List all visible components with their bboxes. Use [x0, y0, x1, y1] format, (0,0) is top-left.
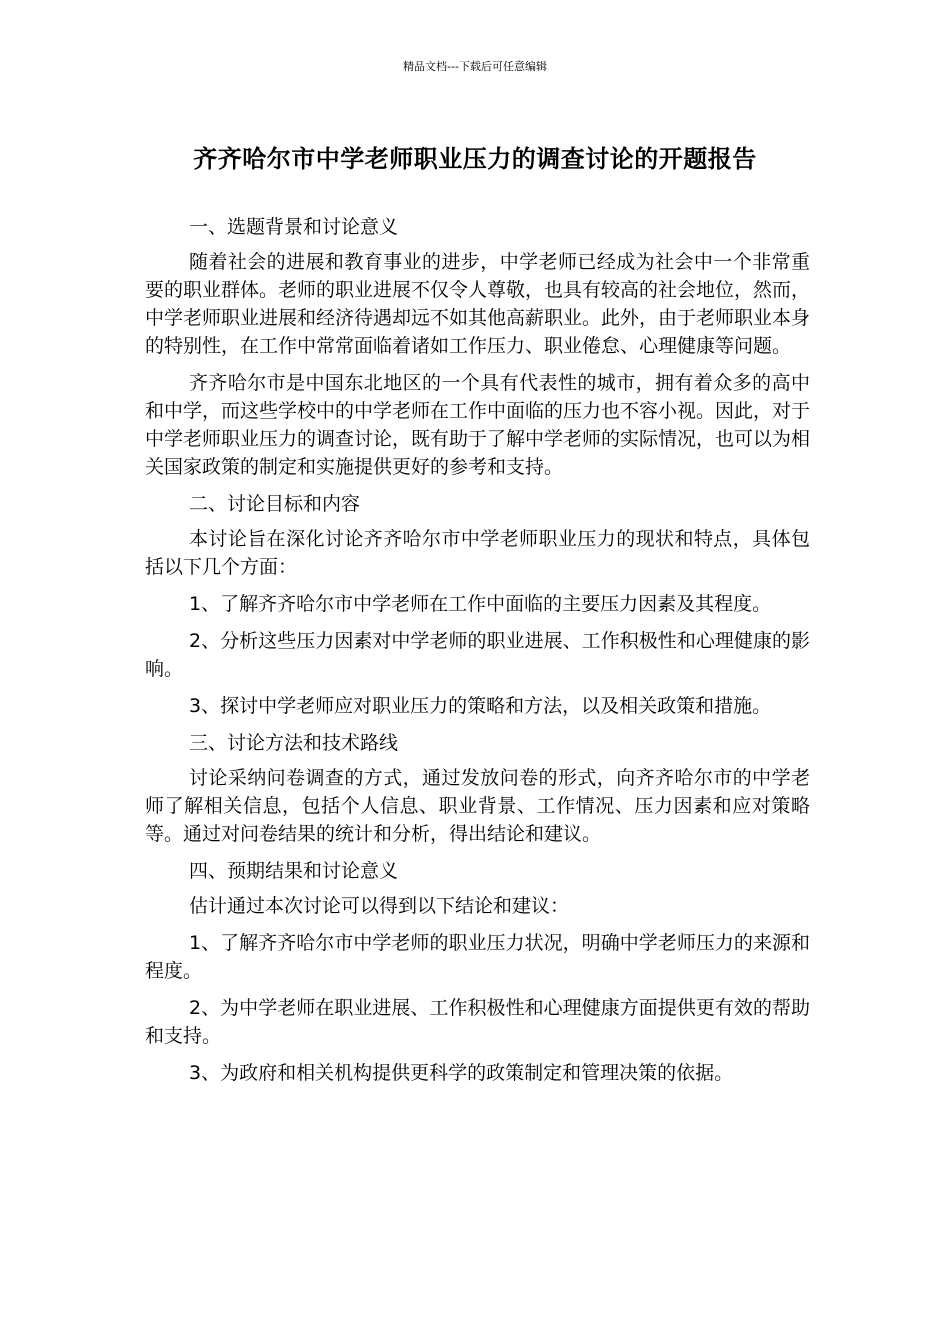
- paragraph-expected-intro: 估计通过本次讨论可以得到以下结论和建议：: [189, 895, 570, 917]
- expected-item-2: 2、为中学老师在职业进展、工作积极性和心理健康方面提供更有效的帮助和支持。: [145, 997, 810, 1047]
- section-heading-expected-results: 四、预期结果和讨论意义: [189, 860, 399, 882]
- expected-item-1: 1、了解齐齐哈尔市中学老师的职业压力状况，明确中学老师压力的来源和程度。: [145, 932, 810, 982]
- objective-item-3: 3、探讨中学老师应对职业压力的策略和方法，以及相关政策和措施。: [189, 695, 772, 717]
- objective-item-2: 2、分析这些压力因素对中学老师的职业进展、工作积极性和心理健康的影响。: [145, 630, 810, 680]
- paragraph-objectives-intro: 本讨论旨在深化讨论齐齐哈尔市中学老师职业压力的现状和特点，具体包括以下几个方面：: [145, 528, 810, 578]
- paragraph-methods: 讨论采纳问卷调查的方式，通过发放问卷的形式，向齐齐哈尔市的中学老师了解相关信息，包括个人信息、职业背景、工作情况、压力因素和应对策略等。通过对问卷结果的统计和分析，得出结论和建议。: [145, 767, 810, 845]
- paragraph-background-1: 随着社会的进展和教育事业的进步，中学老师已经成为社会中一个非常重要的职业群体。老师的职业进展不仅令人尊敬，也具有较高的社会地位，然而，中学老师职业进展和经济待遇却远不如其他高薪职业。此外，由于老师职业本身的特别性，在工作中常常面临着诸如工作压力、职业倦怠、心理健康等问题。: [145, 251, 811, 357]
- expected-item-3: 3、为政府和相关机构提供更科学的政策制定和管理决策的依据。: [189, 1062, 734, 1084]
- section-heading-objectives: 二、讨论目标和内容: [189, 493, 361, 515]
- paragraph-background-2: 齐齐哈尔市是中国东北地区的一个具有代表性的城市，拥有着众多的高中和中学，而这些学校中的中学老师在工作中面临的压力也不容小视。因此，对于中学老师职业压力的调查讨论，既有助于了解中学老师的实际情况，也可以为相关国家政策的制定和实施提供更好的参考和支持。: [145, 372, 811, 478]
- objective-item-1: 1、了解齐齐哈尔市中学老师在工作中面临的主要压力因素及其程度。: [189, 593, 772, 615]
- document-title: 齐齐哈尔市中学老师职业压力的调查讨论的开题报告: [193, 145, 757, 173]
- section-heading-background: 一、选题背景和讨论意义: [189, 216, 399, 238]
- header-note: 精品文档---下载后可任意编辑: [403, 60, 547, 73]
- section-heading-methods: 三、讨论方法和技术路线: [189, 732, 399, 754]
- document-body: [145, 213, 810, 1096]
